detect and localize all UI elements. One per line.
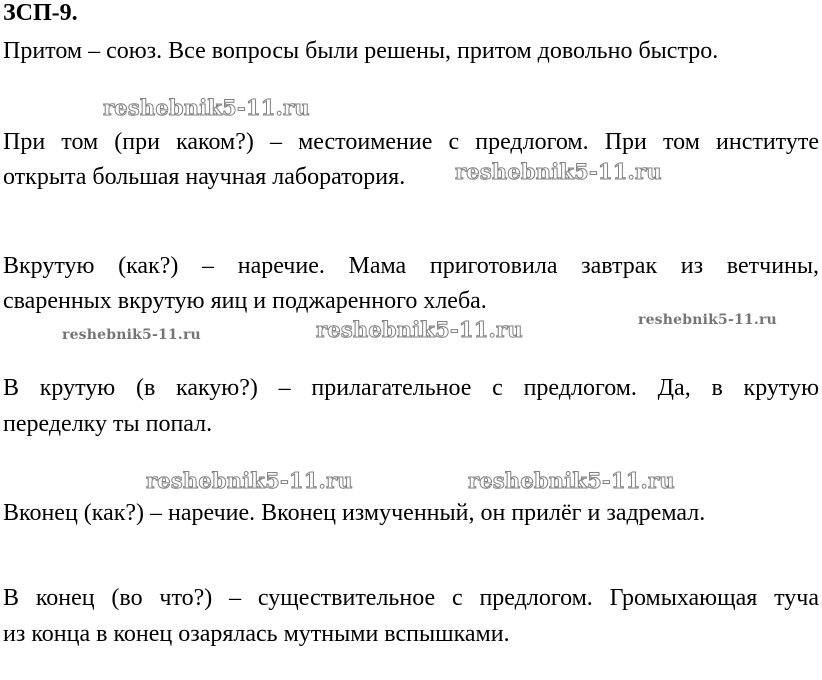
paragraph-line: В конец (во что?) – существительное с предлогом. Громыхающая туча — [3, 585, 819, 611]
watermark: reshebnik5-11.ru — [455, 159, 662, 184]
paragraph-line: из конца в конец озарялась мутными вспышками. — [3, 621, 510, 647]
exercise-title: ЗСП-9. — [3, 0, 78, 26]
paragraph-line: При том (при каком?) – местоимение с предлогом. При том институте — [3, 129, 819, 155]
watermark: reshebnik5-11.ru — [316, 317, 523, 342]
paragraph-line: открыта большая научная лаборатория. — [3, 164, 406, 190]
watermark: reshebnik5-11.ru — [638, 312, 777, 328]
paragraph-line: Вконец (как?) – наречие. Вконец измученный, он прилёг и задремал. — [3, 500, 706, 526]
paragraph-line: переделку ты попал. — [3, 411, 213, 437]
watermark: reshebnik5-11.ru — [103, 95, 310, 120]
paragraph-line: сваренных вкрутую яиц и поджаренного хлеба. — [3, 288, 487, 314]
watermark: reshebnik5-11.ru — [468, 468, 675, 493]
watermark: reshebnik5-11.ru — [146, 468, 353, 493]
paragraph-line: Притом – союз. Все вопросы были решены, притом довольно быстро. — [3, 38, 719, 64]
paragraph-line: Вкрутую (как?) – наречие. Мама приготовила завтрак из ветчины, — [3, 253, 819, 279]
watermark: reshebnik5-11.ru — [62, 327, 201, 343]
paragraph-line: В крутую (в какую?) – прилагательное с предлогом. Да, в крутую — [3, 375, 819, 401]
